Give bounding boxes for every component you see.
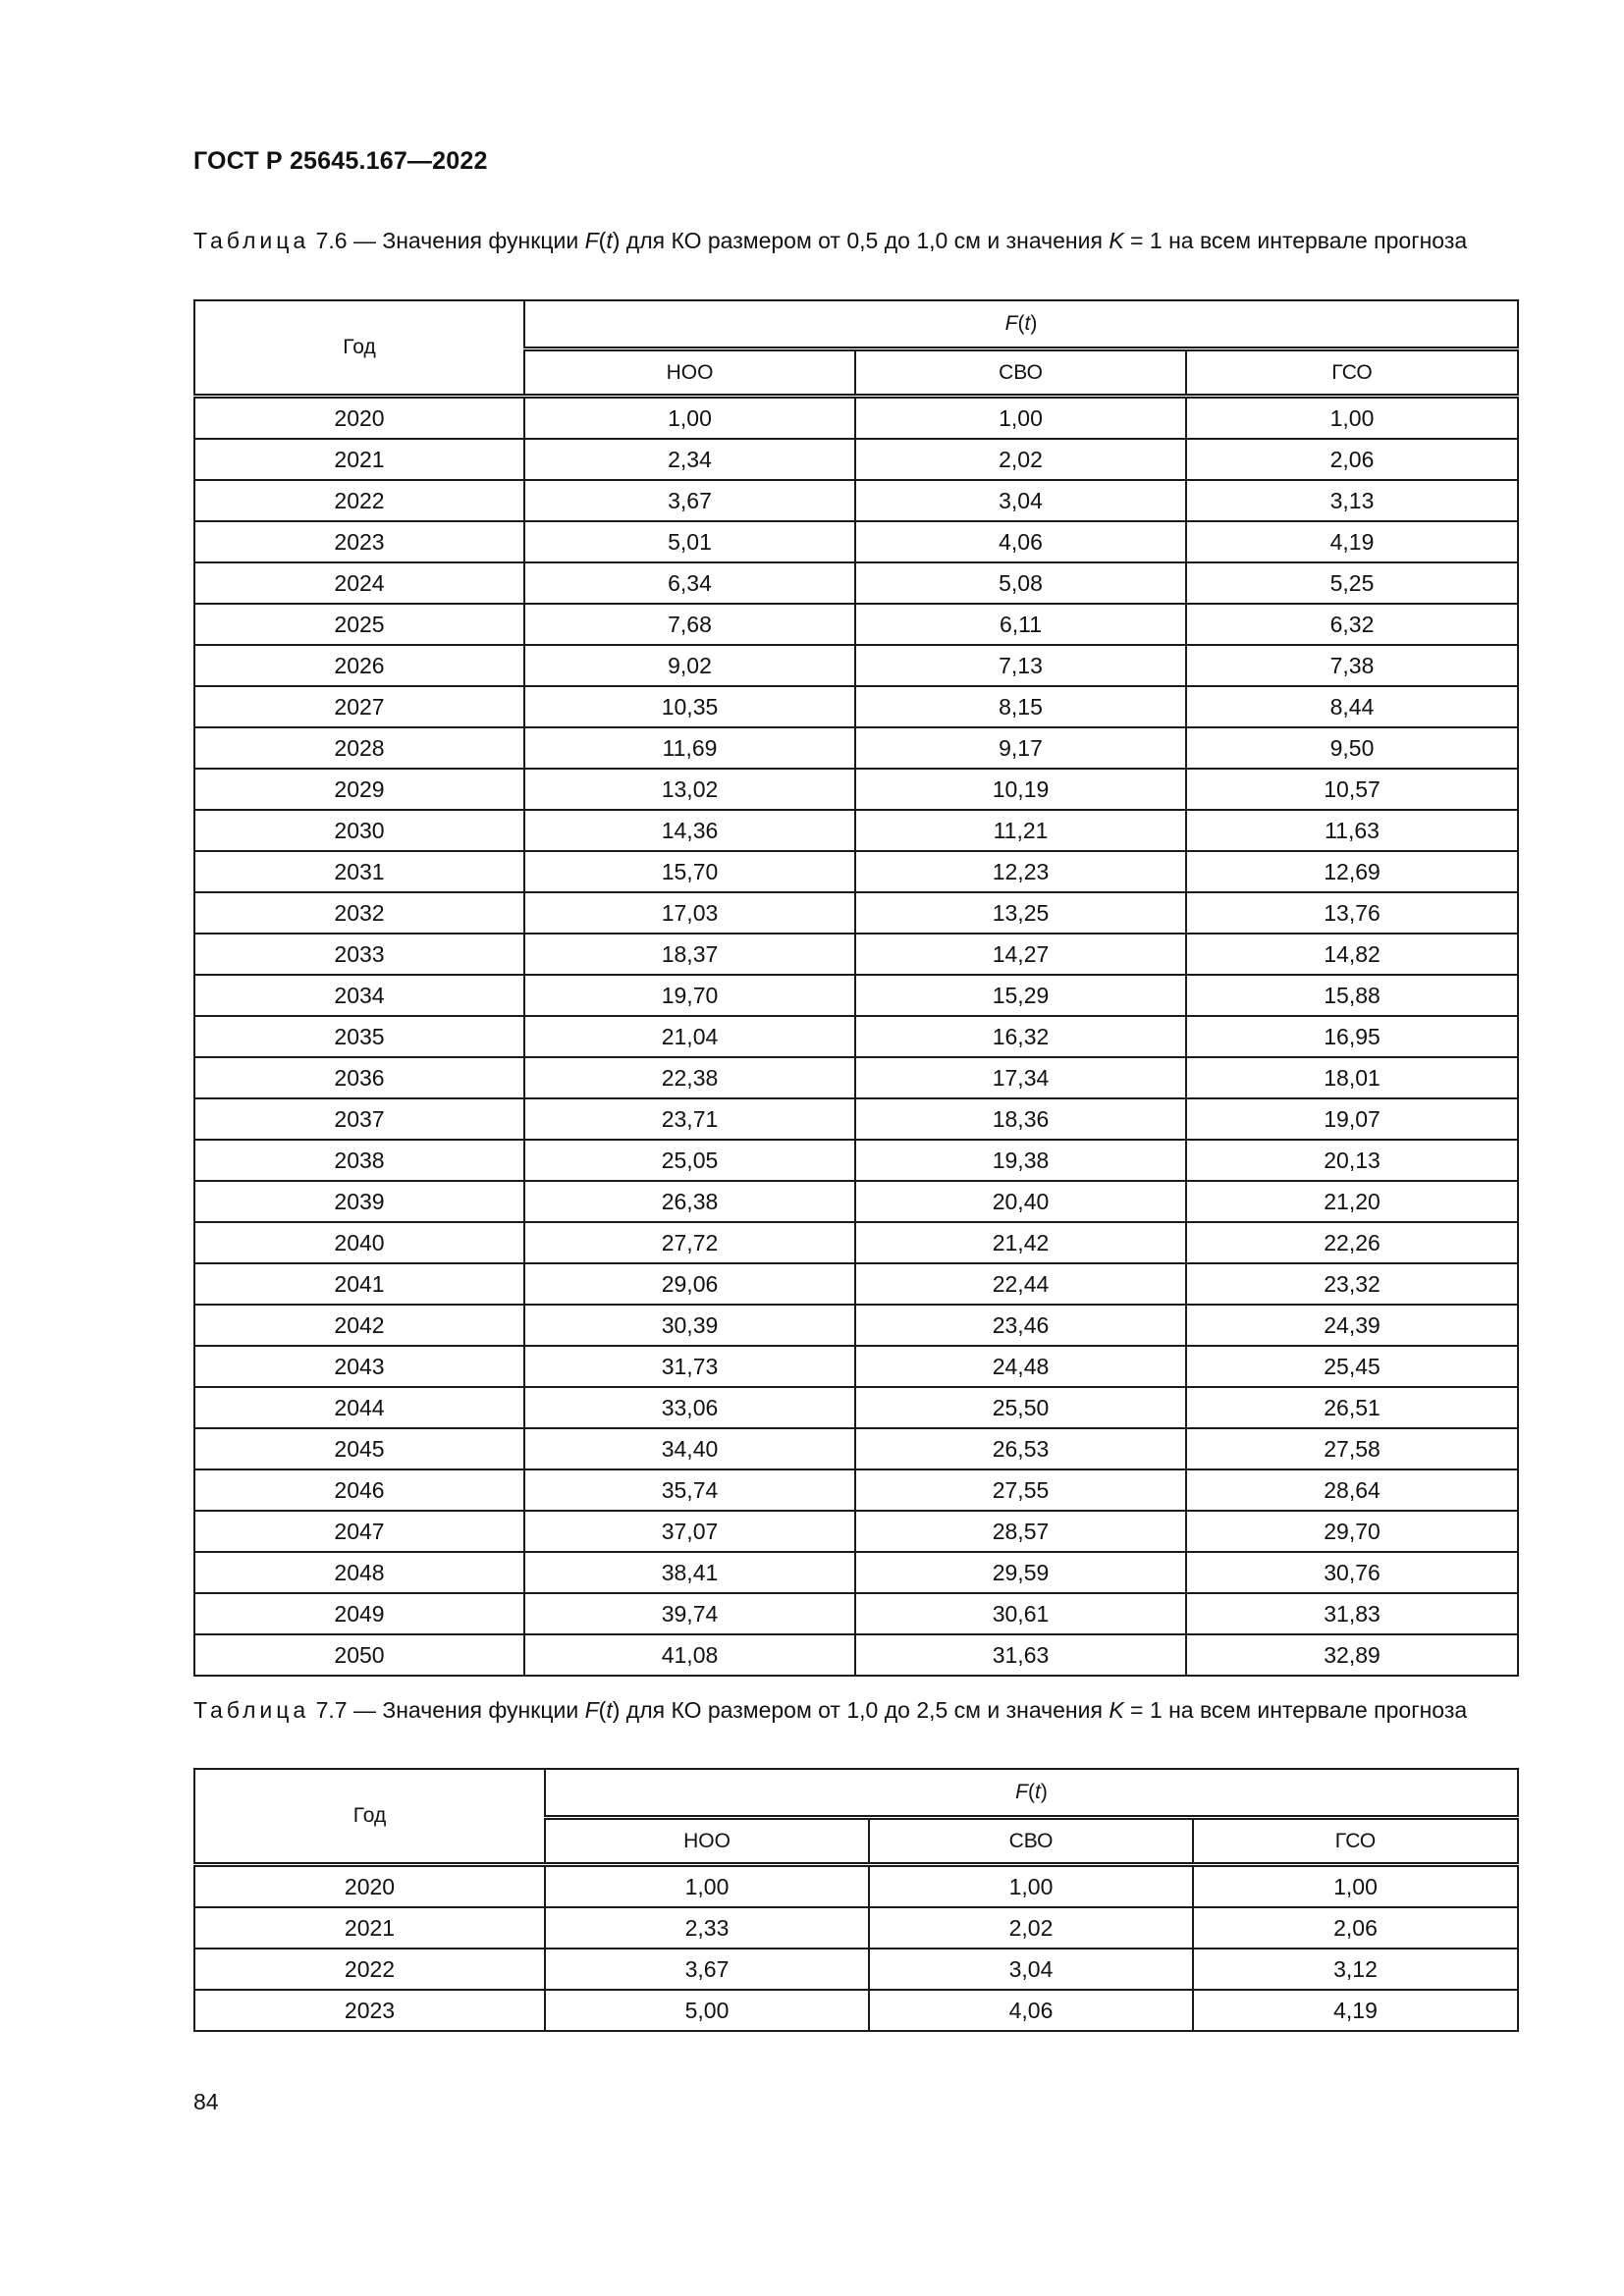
cell-svo: 5,08 [855, 562, 1186, 604]
cell-noo: 29,06 [524, 1263, 855, 1305]
cell-svo: 29,59 [855, 1552, 1186, 1593]
table-row [194, 1346, 1518, 1387]
cell-noo: 19,70 [524, 975, 855, 1016]
table-row [194, 810, 1518, 851]
table-row [194, 1140, 1518, 1181]
caption-f-arg: t [606, 1697, 613, 1723]
cell-year: 2049 [194, 1593, 524, 1634]
table-row [194, 1552, 1518, 1593]
cell-noo: 5,01 [524, 521, 855, 562]
cell-noo: 17,03 [524, 892, 855, 934]
table-row [194, 851, 1518, 892]
cell-gso: 22,26 [1186, 1222, 1518, 1263]
cell-gso: 7,38 [1186, 645, 1518, 686]
cell-noo: 3,67 [524, 480, 855, 521]
cell-year: 2022 [194, 480, 524, 521]
table-row [194, 769, 1518, 810]
table-row [194, 521, 1518, 562]
table-body [194, 1865, 1518, 2032]
column-header-noo: НОО [545, 1818, 869, 1865]
cell-year: 2044 [194, 1387, 524, 1428]
cell-svo: 31,63 [855, 1634, 1186, 1676]
cell-gso: 32,89 [1186, 1634, 1518, 1676]
f-letter: F [1015, 1781, 1028, 1803]
cell-svo: 10,19 [855, 769, 1186, 810]
cell-gso: 4,19 [1186, 521, 1518, 562]
caption-number: 7.6 [315, 228, 348, 253]
cell-noo: 11,69 [524, 727, 855, 769]
cell-year: 2022 [194, 1949, 545, 1990]
cell-noo: 25,05 [524, 1140, 855, 1181]
column-header-year: Год [194, 1769, 545, 1865]
cell-svo: 25,50 [855, 1387, 1186, 1428]
cell-gso: 12,69 [1186, 851, 1518, 892]
f-arg: t [1024, 312, 1031, 335]
cell-gso: 20,13 [1186, 1140, 1518, 1181]
cell-svo: 4,06 [855, 521, 1186, 562]
cell-gso: 27,58 [1186, 1428, 1518, 1469]
cell-year: 2048 [194, 1552, 524, 1593]
table-row [194, 1949, 1518, 1990]
cell-year: 2021 [194, 1907, 545, 1949]
caption-f-letter: F [584, 228, 599, 253]
table-body [194, 397, 1518, 1677]
caption-k-letter: K [1109, 1697, 1124, 1723]
column-header-svo: СВО [869, 1818, 1193, 1865]
cell-year: 2047 [194, 1511, 524, 1552]
cell-svo: 2,02 [855, 439, 1186, 480]
table-row [194, 1428, 1518, 1469]
cell-noo: 1,00 [545, 1865, 869, 1908]
table-row [194, 727, 1518, 769]
column-group-header-ft: F(t) [545, 1769, 1518, 1818]
caption-text-end: = 1 на всем интервале прогноза [1123, 228, 1468, 253]
cell-gso: 19,07 [1186, 1098, 1518, 1140]
cell-svo: 21,42 [855, 1222, 1186, 1263]
cell-noo: 26,38 [524, 1181, 855, 1222]
cell-gso: 31,83 [1186, 1593, 1518, 1634]
cell-year: 2025 [194, 604, 524, 645]
cell-year: 2041 [194, 1263, 524, 1305]
table-caption: Таблица 7.7 — Значения функции F(t) для КО размером от 1,0 до 2,5 см и значения K = 1 на всем интервале прогноза [193, 1697, 1468, 1723]
cell-noo: 33,06 [524, 1387, 855, 1428]
cell-year: 2027 [194, 686, 524, 727]
cell-year: 2037 [194, 1098, 524, 1140]
table-row [194, 1263, 1518, 1305]
table-row [194, 645, 1518, 686]
cell-svo: 7,13 [855, 645, 1186, 686]
cell-gso: 9,50 [1186, 727, 1518, 769]
cell-gso: 1,00 [1193, 1865, 1518, 1908]
cell-svo: 27,55 [855, 1469, 1186, 1511]
cell-noo: 14,36 [524, 810, 855, 851]
cell-noo: 41,08 [524, 1634, 855, 1676]
table-row [194, 1634, 1518, 1676]
cell-gso: 3,12 [1193, 1949, 1518, 1990]
cell-svo: 13,25 [855, 892, 1186, 934]
document-code: ГОСТ Р 25645.167—2022 [193, 147, 488, 175]
caption-text: — Значения функции [347, 228, 585, 253]
cell-gso: 29,70 [1186, 1511, 1518, 1552]
cell-year: 2023 [194, 1990, 545, 2031]
cell-svo: 18,36 [855, 1098, 1186, 1140]
caption-label: Таблица [193, 1697, 310, 1723]
cell-gso: 25,45 [1186, 1346, 1518, 1387]
table-row [194, 1387, 1518, 1428]
cell-gso: 18,01 [1186, 1057, 1518, 1098]
table-row [194, 1907, 1518, 1949]
cell-gso: 24,39 [1186, 1305, 1518, 1346]
cell-svo: 26,53 [855, 1428, 1186, 1469]
f-letter: F [1004, 312, 1018, 335]
cell-svo: 12,23 [855, 851, 1186, 892]
cell-gso: 11,63 [1186, 810, 1518, 851]
cell-svo: 17,34 [855, 1057, 1186, 1098]
column-header-year: Год [194, 300, 524, 397]
column-header-gso: ГСО [1186, 349, 1518, 397]
cell-noo: 23,71 [524, 1098, 855, 1140]
cell-year: 2035 [194, 1016, 524, 1057]
cell-svo: 15,29 [855, 975, 1186, 1016]
table-row [194, 1865, 1518, 1908]
cell-year: 2026 [194, 645, 524, 686]
table-row [194, 1511, 1518, 1552]
table-row [194, 1016, 1518, 1057]
cell-noo: 7,68 [524, 604, 855, 645]
cell-svo: 23,46 [855, 1305, 1186, 1346]
caption-k-letter: K [1109, 228, 1124, 253]
cell-svo: 30,61 [855, 1593, 1186, 1634]
column-group-header-ft: F(t) [524, 300, 1518, 349]
cell-svo: 16,32 [855, 1016, 1186, 1057]
cell-gso: 2,06 [1186, 439, 1518, 480]
cell-gso: 10,57 [1186, 769, 1518, 810]
cell-svo: 1,00 [869, 1865, 1193, 1908]
cell-year: 2030 [194, 810, 524, 851]
table-row [194, 397, 1518, 440]
table-row [194, 604, 1518, 645]
cell-svo: 6,11 [855, 604, 1186, 645]
cell-noo: 35,74 [524, 1469, 855, 1511]
f-arg: t [1035, 1781, 1041, 1803]
cell-svo: 1,00 [855, 397, 1186, 440]
caption-number: 7.7 [315, 1697, 348, 1723]
cell-noo: 6,34 [524, 562, 855, 604]
table-row [194, 975, 1518, 1016]
cell-gso: 21,20 [1186, 1181, 1518, 1222]
data-table [193, 299, 1519, 1677]
cell-svo: 9,17 [855, 727, 1186, 769]
cell-gso: 14,82 [1186, 934, 1518, 975]
cell-year: 2021 [194, 439, 524, 480]
cell-gso: 26,51 [1186, 1387, 1518, 1428]
cell-year: 2031 [194, 851, 524, 892]
table-row [194, 1181, 1518, 1222]
cell-noo: 31,73 [524, 1346, 855, 1387]
cell-year: 2029 [194, 769, 524, 810]
cell-noo: 1,00 [524, 397, 855, 440]
cell-year: 2050 [194, 1634, 524, 1676]
cell-svo: 2,02 [869, 1907, 1193, 1949]
cell-year: 2040 [194, 1222, 524, 1263]
table-row [194, 892, 1518, 934]
cell-noo: 18,37 [524, 934, 855, 975]
caption-f-arg: t [606, 228, 613, 253]
cell-svo: 4,06 [869, 1990, 1193, 2031]
table-row [194, 1469, 1518, 1511]
table-row [194, 1222, 1518, 1263]
cell-svo: 20,40 [855, 1181, 1186, 1222]
data-table [193, 1768, 1519, 2032]
table-row [194, 439, 1518, 480]
table-caption: Таблица 7.6 — Значения функции F(t) для КО размером от 0,5 до 1,0 см и значения K = 1 на всем интервале прогноза [193, 228, 1468, 253]
column-header-svo: СВО [855, 349, 1186, 397]
caption-text-mid: для КО размером от 0,5 до 1,0 см и значения [620, 228, 1110, 253]
cell-gso: 23,32 [1186, 1263, 1518, 1305]
cell-noo: 9,02 [524, 645, 855, 686]
table-row [194, 480, 1518, 521]
cell-noo: 21,04 [524, 1016, 855, 1057]
column-header-noo: НОО [524, 349, 855, 397]
cell-gso: 15,88 [1186, 975, 1518, 1016]
cell-noo: 2,33 [545, 1907, 869, 1949]
cell-gso: 1,00 [1186, 397, 1518, 440]
table-row [194, 1990, 1518, 2031]
cell-year: 2046 [194, 1469, 524, 1511]
cell-noo: 10,35 [524, 686, 855, 727]
cell-noo: 13,02 [524, 769, 855, 810]
cell-gso: 8,44 [1186, 686, 1518, 727]
cell-gso: 6,32 [1186, 604, 1518, 645]
cell-year: 2024 [194, 562, 524, 604]
table-row [194, 1098, 1518, 1140]
cell-noo: 38,41 [524, 1552, 855, 1593]
cell-year: 2032 [194, 892, 524, 934]
cell-gso: 28,64 [1186, 1469, 1518, 1511]
table-row [194, 686, 1518, 727]
cell-gso: 5,25 [1186, 562, 1518, 604]
cell-noo: 39,74 [524, 1593, 855, 1634]
cell-year: 2028 [194, 727, 524, 769]
caption-f-letter: F [584, 1697, 599, 1723]
cell-svo: 22,44 [855, 1263, 1186, 1305]
cell-year: 2020 [194, 397, 524, 440]
cell-noo: 5,00 [545, 1990, 869, 2031]
cell-year: 2042 [194, 1305, 524, 1346]
cell-svo: 11,21 [855, 810, 1186, 851]
cell-noo: 3,67 [545, 1949, 869, 1990]
cell-year: 2020 [194, 1865, 545, 1908]
page-number: 84 [193, 2089, 219, 2114]
cell-noo: 27,72 [524, 1222, 855, 1263]
cell-noo: 15,70 [524, 851, 855, 892]
table-row [194, 934, 1518, 975]
cell-noo: 34,40 [524, 1428, 855, 1469]
table-row [194, 1305, 1518, 1346]
cell-year: 2036 [194, 1057, 524, 1098]
cell-svo: 24,48 [855, 1346, 1186, 1387]
cell-noo: 2,34 [524, 439, 855, 480]
cell-year: 2033 [194, 934, 524, 975]
cell-year: 2043 [194, 1346, 524, 1387]
cell-gso: 30,76 [1186, 1552, 1518, 1593]
cell-year: 2039 [194, 1181, 524, 1222]
column-header-gso: ГСО [1193, 1818, 1518, 1865]
cell-year: 2034 [194, 975, 524, 1016]
cell-gso: 4,19 [1193, 1990, 1518, 2031]
caption-text-end: = 1 на всем интервале прогноза [1123, 1697, 1468, 1723]
cell-svo: 8,15 [855, 686, 1186, 727]
cell-svo: 19,38 [855, 1140, 1186, 1181]
cell-noo: 30,39 [524, 1305, 855, 1346]
table-row [194, 1593, 1518, 1634]
cell-gso: 13,76 [1186, 892, 1518, 934]
caption-label: Таблица [193, 228, 310, 253]
cell-gso: 16,95 [1186, 1016, 1518, 1057]
cell-svo: 14,27 [855, 934, 1186, 975]
cell-gso: 2,06 [1193, 1907, 1518, 1949]
cell-noo: 37,07 [524, 1511, 855, 1552]
cell-year: 2023 [194, 521, 524, 562]
cell-noo: 22,38 [524, 1057, 855, 1098]
cell-year: 2045 [194, 1428, 524, 1469]
cell-svo: 28,57 [855, 1511, 1186, 1552]
cell-svo: 3,04 [855, 480, 1186, 521]
cell-svo: 3,04 [869, 1949, 1193, 1990]
caption-text-mid: для КО размером от 1,0 до 2,5 см и значения [620, 1697, 1110, 1723]
cell-gso: 3,13 [1186, 480, 1518, 521]
caption-text: — Значения функции [347, 1697, 585, 1723]
cell-year: 2038 [194, 1140, 524, 1181]
table-row [194, 1057, 1518, 1098]
table-row [194, 562, 1518, 604]
